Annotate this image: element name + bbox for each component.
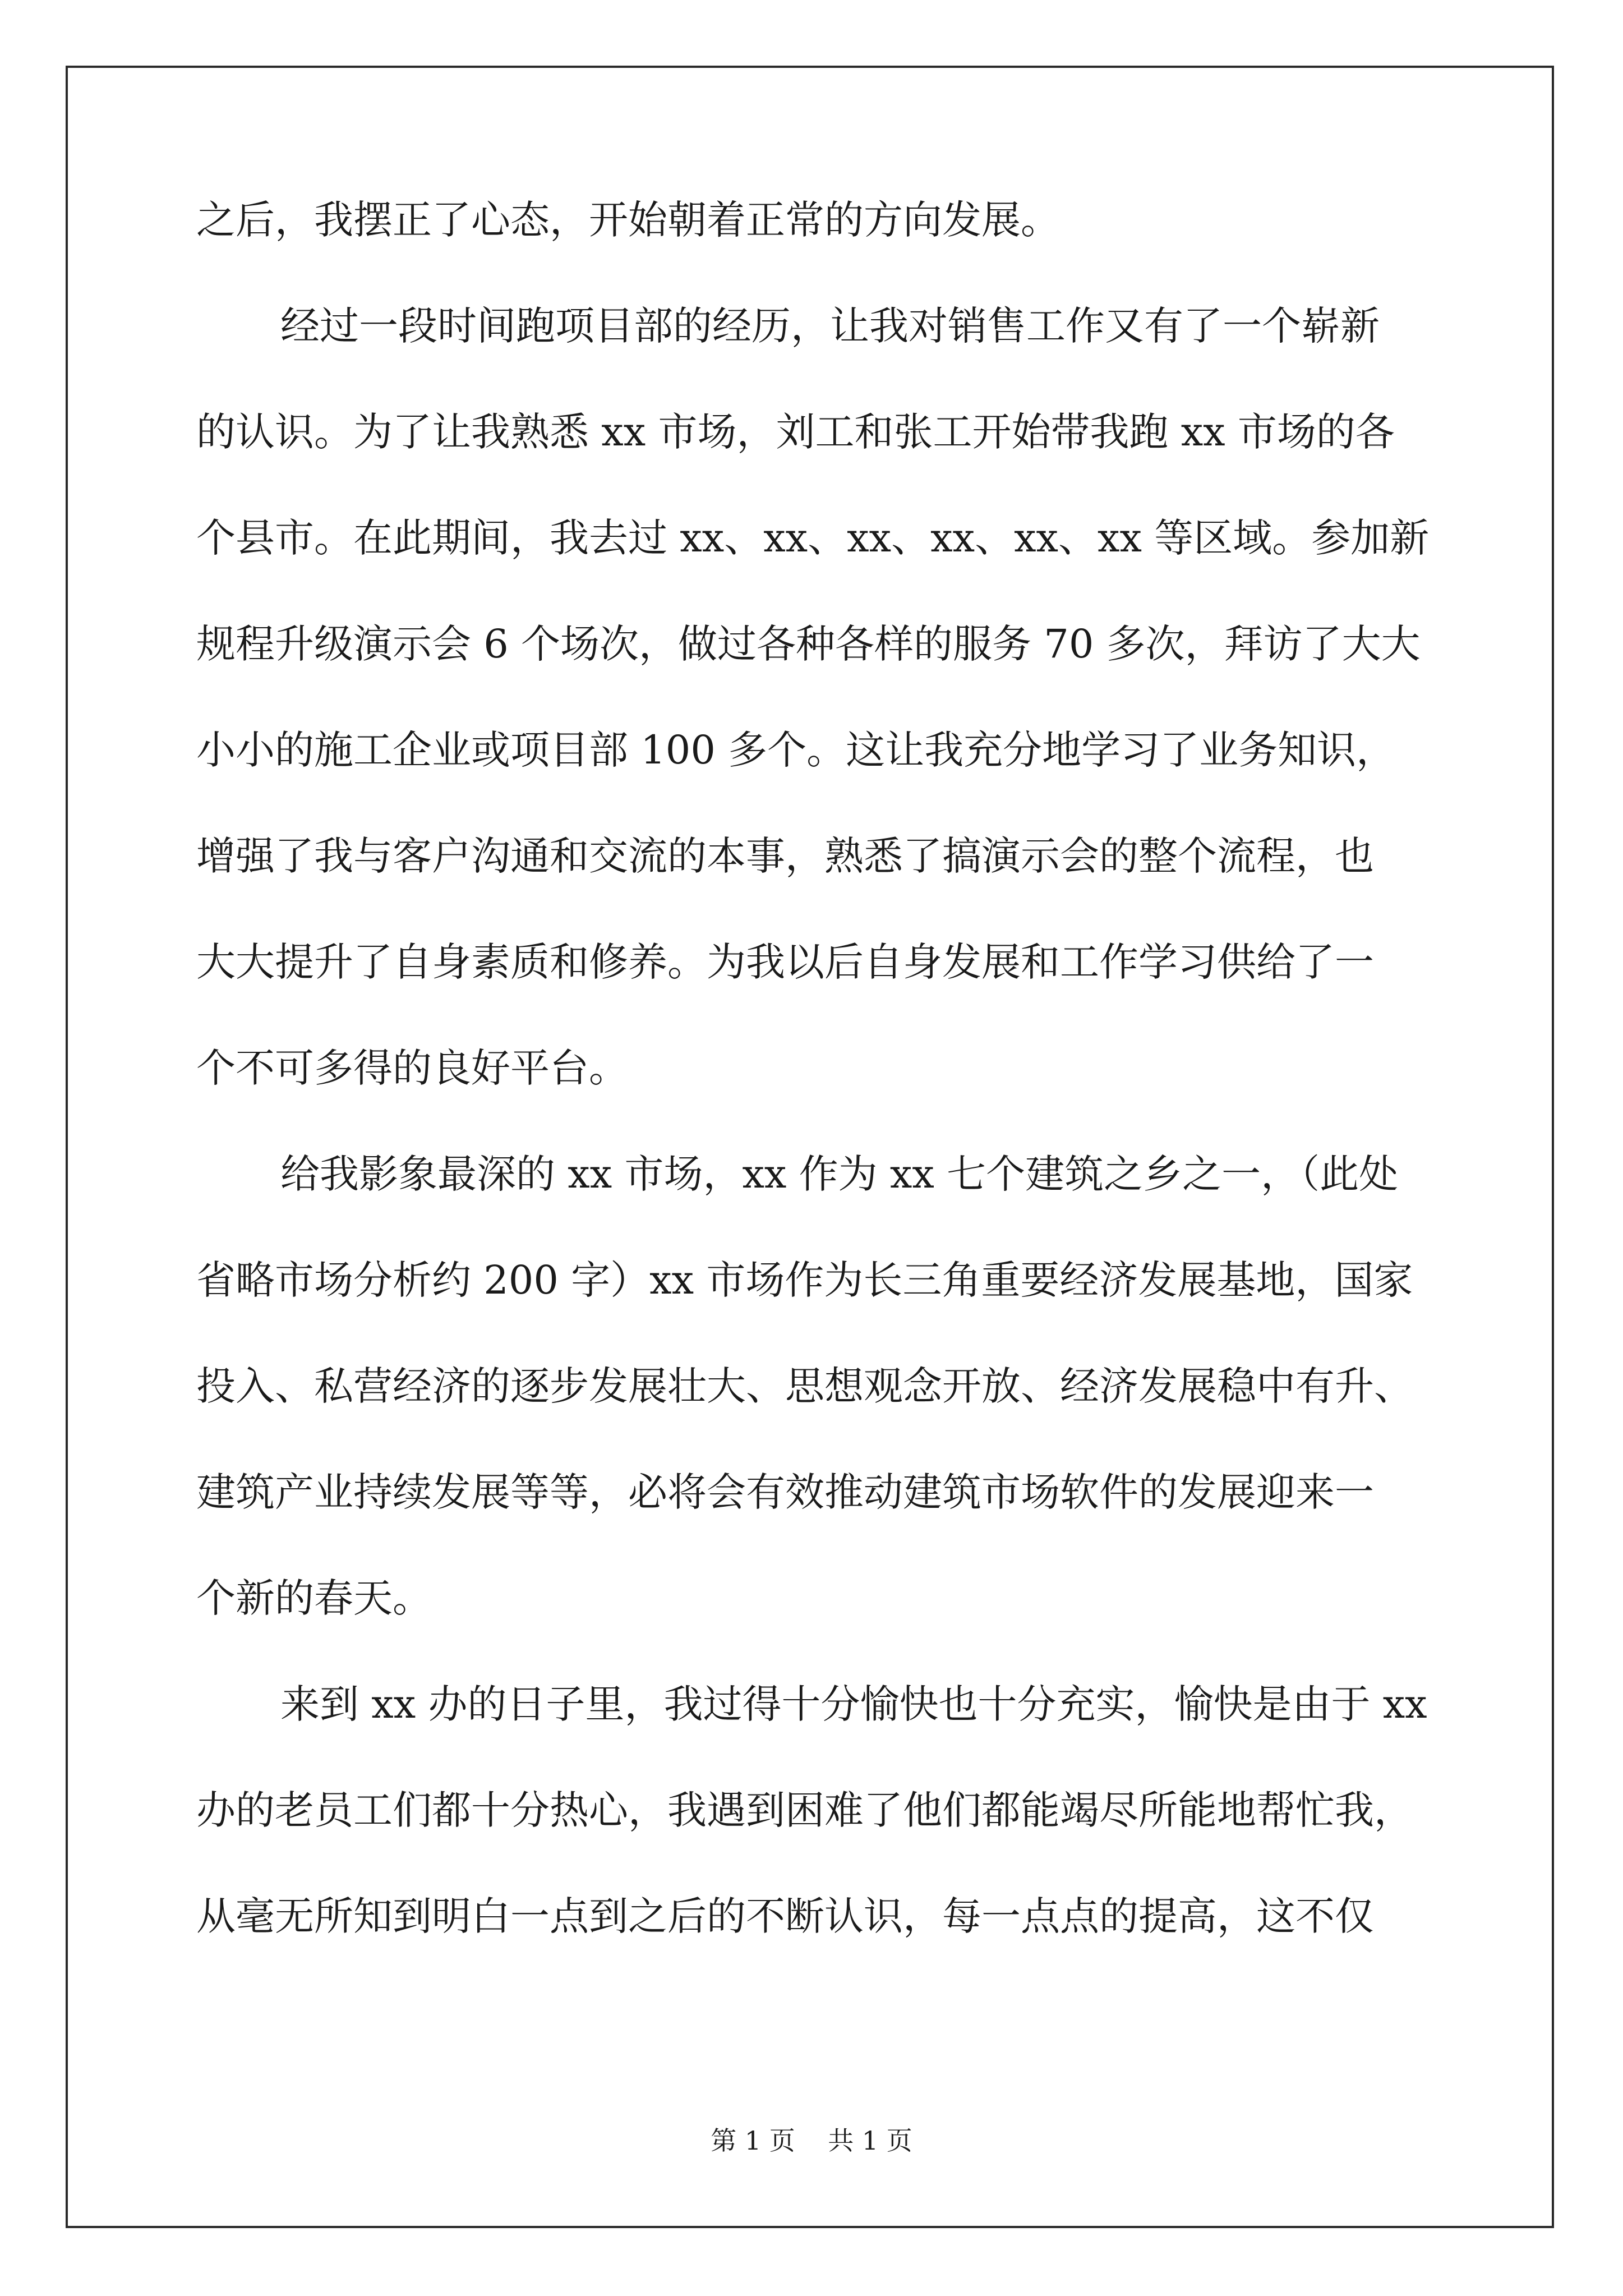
text-line: 增强了我与客户沟通和交流的本事，熟悉了搞演示会的整个流程，也 (196, 833, 1374, 879)
text-line: 个新的春天。 (196, 1575, 432, 1621)
paragraph-start-line: 来到 xx 办的日子里，我过得十分愉快也十分充实，愉快是由于 xx (280, 1681, 1427, 1727)
page-number: 第 1 页 (711, 2125, 795, 2156)
text-line: 小小的施工企业或项目部 100 多个。这让我充分地学习了业务知识， (196, 727, 1396, 773)
text-line: 规程升级演示会 6 个场次，做过各种各样的服务 70 多次，拜访了大大 (196, 621, 1421, 667)
text-line: 建筑产业持续发展等等，必将会有效推动建筑市场软件的发展迎来一 (196, 1469, 1374, 1515)
page-footer (0, 2120, 1623, 2157)
text-line: 办的老员工们都十分热心，我遇到困难了他们都能竭尽所能地帮忙我， (196, 1787, 1413, 1833)
text-line: 大大提升了自身素质和修养。为我以后自身发展和工作学习供给了一 (196, 939, 1374, 985)
paragraph-start-line: 经过一段时间跑项目部的经历，让我对销售工作又有了一个崭新 (280, 303, 1380, 349)
text-line: 的认识。为了让我熟悉 xx 市场，刘工和张工开始带我跑 xx 市场的各 (196, 409, 1395, 455)
paragraph-start-line: 给我影象最深的 xx 市场，xx 作为 xx 七个建筑之乡之一，（此处 (280, 1151, 1399, 1197)
page-total: 共 1 页 (828, 2125, 912, 2156)
text-line: 从毫无所知到明白一点到之后的不断认识，每一点点的提高，这不仅 (196, 1893, 1374, 1939)
text-line: 投入、私营经济的逐步发展壮大、思想观念开放、经济发展稳中有升、 (196, 1363, 1413, 1409)
text-line: 省略市场分析约 200 字）xx 市场作为长三角重要经济发展基地，国家 (196, 1257, 1413, 1303)
text-line: 之后，我摆正了心态，开始朝着正常的方向发展。 (196, 197, 1060, 243)
text-line: 个县市。在此期间，我去过 xx、xx、xx、xx、xx、xx 等区域。参加新 (196, 515, 1430, 561)
text-line: 个不可多得的良好平台。 (196, 1045, 628, 1091)
document-body (196, 194, 1430, 1996)
